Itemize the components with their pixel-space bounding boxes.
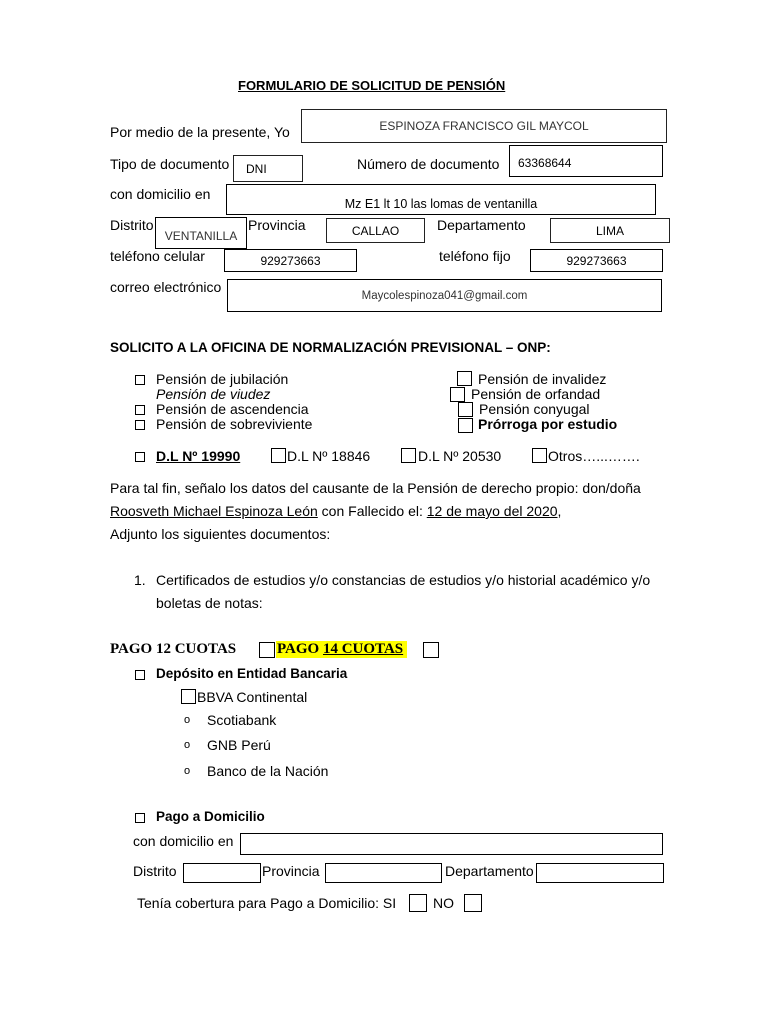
checkbox-deposito[interactable] (135, 670, 145, 680)
checkbox-invalidez[interactable] (457, 371, 472, 386)
landline-label: teléfono fijo (439, 248, 511, 264)
plan-14-suffix: 14 CUOTAS (322, 641, 404, 657)
home-department-field[interactable] (536, 863, 664, 883)
cause-line-2 (110, 503, 561, 519)
checkbox-otros[interactable] (532, 448, 547, 463)
doc-item-line-1: Certificados de estudios y/o constancias de estudios y/o historial académico y/o (156, 572, 651, 588)
home-district-label: Distrito (133, 863, 177, 879)
email-label: correo electrónico (110, 279, 222, 295)
home-province-label: Provincia (262, 863, 320, 879)
intro-label: Por medio de la presente, Yo (110, 124, 290, 140)
address-field[interactable]: Mz E1 lt 10 las lomas de ventanilla (226, 184, 656, 215)
cause-line-1: Para tal fin, señalo los datos del causante de la Pensión de derecho propio: don/doña (110, 480, 641, 496)
bank-gnb: GNB Perú (207, 737, 271, 753)
option-ascendencia: Pensión de ascendencia (156, 401, 309, 417)
doc-number-field[interactable]: 63368644 (509, 145, 663, 177)
district-field[interactable]: VENTANILLA (155, 217, 247, 249)
option-dl-18846: D.L Nº 18846 (287, 448, 371, 464)
address-label: con domicilio en (110, 186, 211, 202)
home-address-field[interactable] (240, 833, 663, 855)
checkbox-conyugal[interactable] (458, 402, 473, 417)
checkbox-coverage-si[interactable] (409, 894, 427, 912)
option-invalidez: Pensión de invalidez (478, 371, 607, 387)
option-sobreviviente: Pensión de sobreviviente (156, 416, 313, 432)
home-address-label: con domicilio en (133, 833, 234, 849)
request-heading: SOLICITO A LA OFICINA DE NORMALIZACIÓN PREVISIONAL – ONP: (110, 340, 551, 355)
doc-number-label: Número de documento (357, 156, 500, 172)
plan-12-label: PAGO 12 CUOTAS (110, 641, 237, 657)
bullet-gnb: o (184, 739, 191, 751)
province-field[interactable]: CALLAO (326, 218, 425, 243)
checkbox-orfandad[interactable] (450, 387, 465, 402)
department-label: Departamento (437, 217, 526, 233)
home-province-field[interactable] (325, 863, 442, 883)
plan-14-label (276, 641, 407, 658)
mobile-label: teléfono celular (110, 248, 205, 264)
option-orfandad: Pensión de orfandad (471, 386, 601, 402)
checkbox-dl-19990[interactable] (135, 452, 145, 462)
checkbox-jubilacion[interactable] (135, 375, 145, 385)
bank-bbva: BBVA Continental (197, 689, 308, 705)
home-heading: Pago a Domicilio (156, 809, 265, 824)
checkbox-plan-14[interactable] (423, 642, 439, 658)
deceased-name: Roosveth Michael Espinoza León (110, 503, 318, 519)
option-otros: Otros…...……. (548, 448, 640, 464)
name-field[interactable]: ESPINOZA FRANCISCO GIL MAYCOL (301, 109, 667, 143)
checkbox-plan-12[interactable] (259, 642, 275, 658)
checkbox-dl-20530[interactable] (401, 448, 416, 463)
checkbox-dl-18846[interactable] (271, 448, 286, 463)
died-label: con Fallecido el: (317, 503, 427, 519)
department-field[interactable]: LIMA (550, 218, 670, 243)
checkbox-ascendencia[interactable] (135, 405, 145, 415)
home-department-label: Departamento (445, 863, 534, 879)
bank-nacion: Banco de la Nación (207, 763, 329, 779)
attach-line: Adjunto los siguientes documentos: (110, 526, 331, 542)
landline-field[interactable]: 929273663 (530, 249, 663, 272)
checkbox-domicilio[interactable] (135, 813, 145, 823)
coverage-label: Tenía cobertura para Pago a Domicilio: SI (137, 895, 397, 911)
checkbox-sobreviviente[interactable] (135, 420, 145, 430)
district-label: Distrito (110, 217, 154, 233)
bank-scotiabank: Scotiabank (207, 712, 277, 728)
doc-type-field[interactable]: DNI (233, 155, 303, 182)
death-date: 12 de mayo del 2020 (426, 503, 558, 519)
checkbox-bbva[interactable] (181, 689, 196, 704)
option-jubilacion: Pensión de jubilación (156, 371, 289, 387)
coverage-no-label: NO (433, 895, 454, 911)
doc-type-label: Tipo de documento (110, 156, 230, 172)
checkbox-coverage-no[interactable] (464, 894, 482, 912)
doc-item-number: 1. (134, 572, 146, 588)
option-viudez: Pensión de viudez (156, 386, 271, 402)
checkbox-prorroga[interactable] (458, 418, 473, 433)
home-district-field[interactable] (183, 863, 261, 883)
bullet-nacion: o (184, 765, 191, 777)
option-dl-19990: D.L Nº 19990 (156, 448, 241, 464)
province-label: Provincia (248, 217, 306, 233)
option-conyugal: Pensión conyugal (479, 401, 590, 417)
option-prorroga: Prórroga por estudio (478, 416, 618, 432)
deposit-heading: Depósito en Entidad Bancaria (156, 666, 348, 681)
option-dl-20530: D.L Nº 20530 (418, 448, 502, 464)
doc-item-line-2: boletas de notas: (156, 595, 263, 611)
line-end-comma: , (557, 503, 562, 519)
mobile-field[interactable]: 929273663 (224, 249, 357, 272)
email-field[interactable]: Maycolespinoza041@gmail.com (227, 279, 662, 312)
form-title: FORMULARIO DE SOLICITUD DE PENSIÓN (238, 78, 506, 93)
bullet-scotiabank: o (184, 714, 191, 726)
plan-14-prefix: PAGO (277, 641, 323, 657)
